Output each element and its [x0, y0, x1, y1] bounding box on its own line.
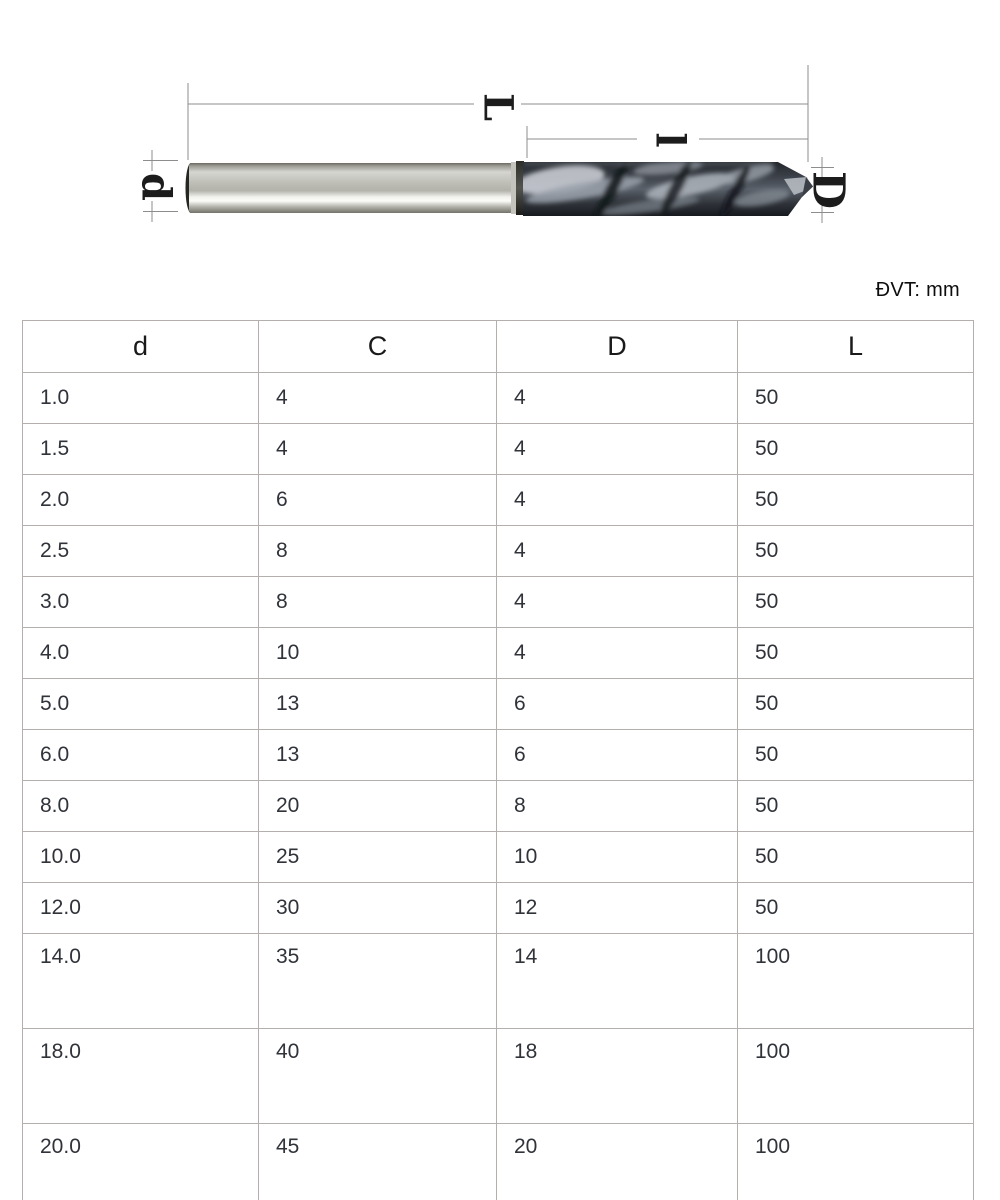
cell: 4 — [497, 628, 738, 679]
cell: 14 — [497, 934, 738, 1029]
table-header-row — [23, 321, 974, 373]
cell: 6 — [259, 475, 497, 526]
table-row — [23, 832, 974, 883]
col-header-c: C — [259, 321, 497, 373]
cell: 50 — [738, 883, 974, 934]
cell: 25 — [259, 832, 497, 883]
cell: 100 — [738, 1124, 974, 1200]
cell: 20 — [497, 1124, 738, 1200]
cell: 4 — [497, 475, 738, 526]
table-row — [23, 475, 974, 526]
cell: 10.0 — [23, 832, 259, 883]
dim-label-flute-length: l — [646, 132, 694, 148]
drill-shank — [189, 163, 513, 213]
cell: 4 — [497, 526, 738, 577]
cell: 50 — [738, 475, 974, 526]
cell: 50 — [738, 730, 974, 781]
cell: 50 — [738, 577, 974, 628]
cell: 13 — [259, 679, 497, 730]
cell: 8 — [497, 781, 738, 832]
cell: 100 — [738, 1029, 974, 1124]
table-row — [23, 679, 974, 730]
cell: 18 — [497, 1029, 738, 1124]
table-row — [23, 730, 974, 781]
cell: 35 — [259, 934, 497, 1029]
cell: 10 — [497, 832, 738, 883]
cell: 18.0 — [23, 1029, 259, 1124]
table-row — [23, 628, 974, 679]
drill-bit-illustration — [186, 155, 814, 222]
cell: 30 — [259, 883, 497, 934]
cell: 4.0 — [23, 628, 259, 679]
unit-label: ĐVT: mm — [875, 279, 960, 301]
col-header-L: L — [738, 321, 974, 373]
cell: 6 — [497, 679, 738, 730]
cell: 50 — [738, 781, 974, 832]
table-row — [23, 1124, 974, 1200]
cell: 10 — [259, 628, 497, 679]
cell: 12.0 — [23, 883, 259, 934]
cell: 50 — [738, 373, 974, 424]
col-header-d: d — [23, 321, 259, 373]
cell: 14.0 — [23, 934, 259, 1029]
cell: 13 — [259, 730, 497, 781]
cell: 3.0 — [23, 577, 259, 628]
dim-label-cutting-diameter: D — [802, 170, 854, 210]
cell: 50 — [738, 526, 974, 577]
cell: 6 — [497, 730, 738, 781]
dim-label-shank-diameter: d — [132, 173, 180, 201]
cell: 50 — [738, 424, 974, 475]
cell: 4 — [497, 373, 738, 424]
cell: 5.0 — [23, 679, 259, 730]
cell: 50 — [738, 832, 974, 883]
cell: 4 — [259, 424, 497, 475]
dim-label-overall-length: L — [474, 92, 522, 122]
cell: 4 — [497, 577, 738, 628]
drill-diagram — [0, 0, 1000, 250]
cell: 50 — [738, 628, 974, 679]
table-row — [23, 577, 974, 628]
table-row — [23, 373, 974, 424]
cell: 12 — [497, 883, 738, 934]
cell: 20 — [259, 781, 497, 832]
cell: 50 — [738, 679, 974, 730]
cell: 100 — [738, 934, 974, 1029]
table-row — [23, 883, 974, 934]
cell: 20.0 — [23, 1124, 259, 1200]
table-row — [23, 1029, 974, 1124]
cell: 6.0 — [23, 730, 259, 781]
table-row — [23, 781, 974, 832]
cell: 40 — [259, 1029, 497, 1124]
cell: 1.0 — [23, 373, 259, 424]
cell: 8 — [259, 577, 497, 628]
flute-collar — [516, 161, 524, 215]
table-row — [23, 526, 974, 577]
table-row — [23, 424, 974, 475]
cell: 8 — [259, 526, 497, 577]
cell: 8.0 — [23, 781, 259, 832]
cell: 2.5 — [23, 526, 259, 577]
cell: 1.5 — [23, 424, 259, 475]
table-row — [23, 934, 974, 1029]
cell: 4 — [259, 373, 497, 424]
cell: 45 — [259, 1124, 497, 1200]
cell: 2.0 — [23, 475, 259, 526]
cell: 4 — [497, 424, 738, 475]
spec-table — [22, 320, 974, 1200]
col-header-D: D — [497, 321, 738, 373]
